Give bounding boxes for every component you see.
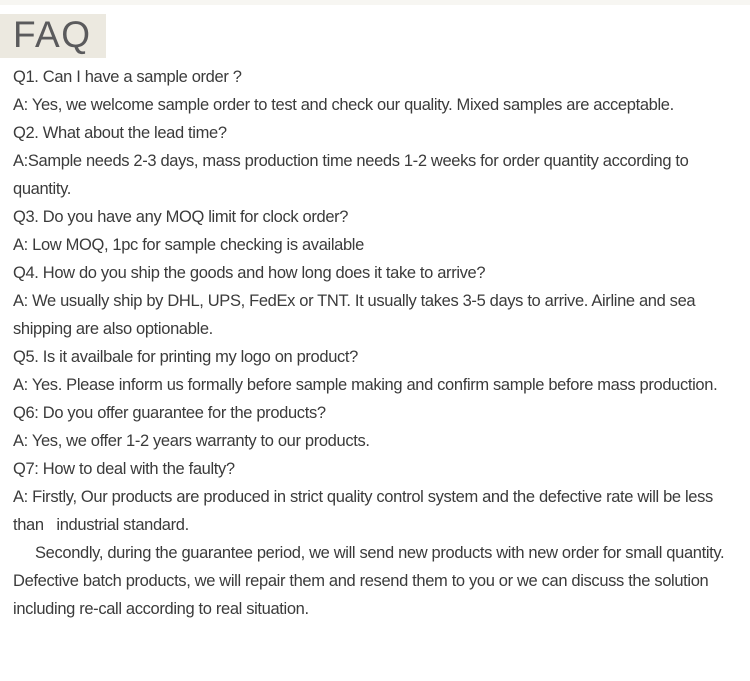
top-divider — [0, 0, 750, 5]
faq-question: Q1. Can I have a sample order ? — [13, 68, 242, 86]
faq-question: Q5. Is it availbale for printing my logo on product? — [13, 348, 358, 366]
faq-item-q3 — [13, 203, 728, 259]
faq-answer: A: Firstly, Our products are produced in strict quality control system and the defective rate will be less than industrial standard. — [13, 488, 718, 534]
faq-list — [0, 63, 750, 623]
faq-answer: A: We usually ship by DHL, UPS, FedEx or TNT. It usually takes 3-5 days to arrive. Airline and sea shipping are also optionable. — [13, 292, 700, 338]
faq-item-q4 — [13, 259, 728, 343]
faq-question: Q6: Do you offer guarantee for the products? — [13, 404, 326, 422]
faq-item-q1 — [13, 63, 728, 119]
faq-item-q6 — [13, 399, 728, 455]
faq-answer-continued: Secondly, during the guarantee period, we will send new products with new order for small quantity. Defective batch products, we will repair them and resend them to you or we can discuss the solution including re-call according to real situation. — [13, 544, 729, 618]
faq-question: Q4. How do you ship the goods and how long does it take to arrive? — [13, 264, 486, 282]
faq-question: Q2. What about the lead time? — [13, 124, 227, 142]
faq-answer: A: Yes. Please inform us formally before sample making and confirm sample before mass production. — [13, 376, 718, 394]
faq-question: Q7: How to deal with the faulty? — [13, 460, 235, 478]
faq-answer: A: Yes, we offer 1-2 years warranty to our products. — [13, 432, 370, 450]
faq-question: Q3. Do you have any MOQ limit for clock order? — [13, 208, 349, 226]
faq-item-q2 — [13, 119, 728, 203]
faq-answer: A:Sample needs 2-3 days, mass production time needs 1-2 weeks for order quantity according to quantity. — [13, 152, 693, 198]
section-header — [0, 14, 106, 58]
faq-item-q5 — [13, 343, 728, 399]
faq-answer: A: Low MOQ, 1pc for sample checking is available — [13, 236, 364, 254]
section-title: FAQ — [13, 14, 92, 55]
faq-item-q7 — [13, 455, 728, 623]
faq-answer: A: Yes, we welcome sample order to test and check our quality. Mixed samples are acceptable. — [13, 96, 674, 114]
